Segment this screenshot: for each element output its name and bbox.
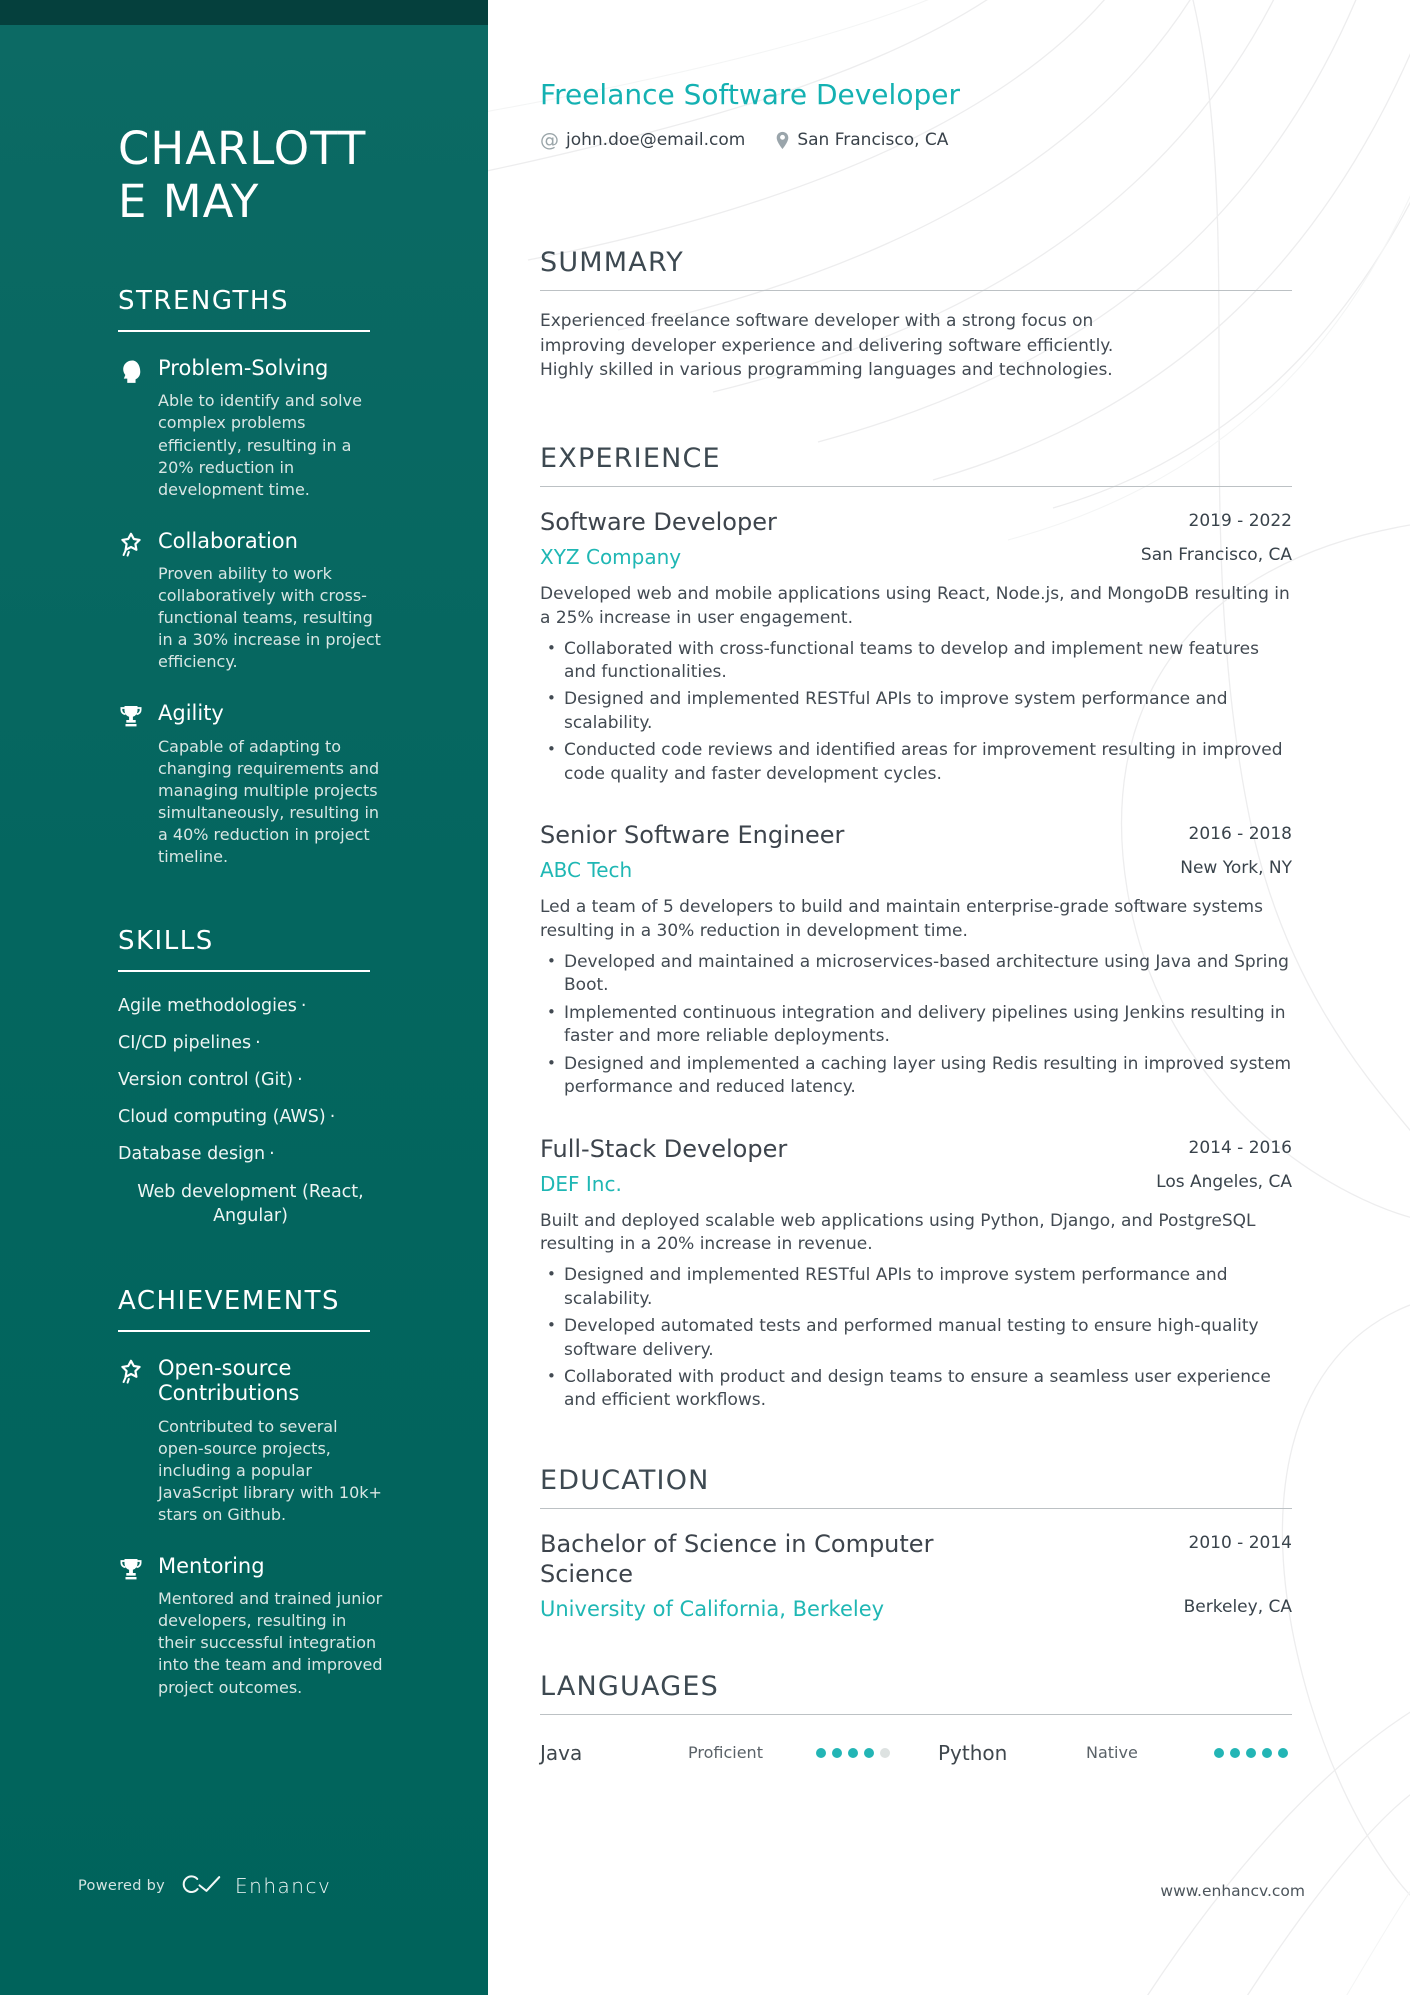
job-bullet: • Designed and implemented RESTful APIs to improve system performance and scalability.: [540, 688, 1292, 735]
skill-item: [118, 1107, 383, 1127]
education-heading: EDUCATION: [540, 1465, 1292, 1509]
skill-separator: ·: [269, 1144, 275, 1164]
languages-heading: LANGUAGES: [540, 1671, 1292, 1715]
job-bullet: • Collaborated with cross-functional teams to develop and implement new features and functionalities.: [540, 638, 1292, 685]
school-name: University of California, Berkeley: [540, 1596, 885, 1621]
job-company: XYZ Company: [540, 544, 682, 569]
strength-title: Collaboration: [158, 528, 298, 553]
language-item: [540, 1741, 894, 1765]
job-location: San Francisco, CA: [1140, 544, 1292, 565]
languages-grid: [540, 1741, 1292, 1765]
experience-section: [540, 443, 1292, 1413]
strengths-heading: STRENGTHS: [118, 286, 370, 332]
degree-title: Bachelor of Science in Computer Science: [540, 1529, 934, 1588]
job-title-row: [540, 1134, 1292, 1172]
proficiency-dot: [848, 1748, 858, 1758]
language-level: Native: [1086, 1743, 1138, 1763]
experience-heading: EXPERIENCE: [540, 443, 1292, 487]
head-icon: [118, 356, 146, 501]
job-title: Software Developer: [540, 507, 777, 536]
strength-desc: Capable of adapting to changing requirements and managing multiple projects simultaneously, resulting in a 40% reduction in project timeline.: [158, 736, 380, 866]
skill-separator: ·: [329, 1107, 336, 1127]
summary-text: Experienced freelance software developer with a strong focus on improving developer experience and delivering software efficiently. Highly skilled in various programming languages and technologies.: [540, 311, 1114, 381]
job-bullets: [540, 1264, 1292, 1413]
strength-title: Agility: [158, 701, 224, 726]
languages-section: [540, 1671, 1292, 1765]
job-bullet: • Conducted code reviews and identified areas for improvement resulting in improved code quality and faster development cycles.: [540, 739, 1292, 786]
resume-header: [540, 78, 1292, 151]
ribbon-star-icon: [118, 1356, 146, 1526]
powered-by-footer: [78, 1873, 331, 1899]
summary-section: [540, 247, 1292, 383]
job-title: Full-Stack Developer: [540, 1134, 788, 1163]
strength-text: [158, 356, 383, 501]
location-value: San Francisco, CA: [797, 130, 949, 150]
job-bullet: • Collaborated with product and design teams to ensure a seamless user experience and efficient workflows.: [540, 1366, 1292, 1413]
language-name: Python: [938, 1740, 1008, 1765]
job-company: DEF Inc.: [540, 1171, 622, 1196]
proficiency-dot: [880, 1748, 890, 1758]
education-location: Berkeley, CA: [1183, 1596, 1292, 1617]
job-dates: 2019 - 2022: [1188, 510, 1292, 531]
achievement-title: Open-source Contributions: [158, 1356, 300, 1406]
website-link[interactable]: www.enhancv.com: [1160, 1882, 1305, 1900]
candidate-name-line1: CHARLOTT: [118, 122, 367, 175]
job-company-row: [540, 1172, 1292, 1210]
achievement-desc: Contributed to several open-source projects, including a popular JavaScript library with 10k+ stars on Github.: [158, 1416, 382, 1524]
candidate-name: [118, 122, 370, 228]
powered-by-label: Powered by: [78, 1878, 166, 1894]
job-bullet: • Designed and implemented a caching layer using Redis resulting in improved system performance and reduced latency.: [540, 1053, 1292, 1100]
job-location: New York, NY: [1180, 858, 1292, 879]
strength-desc: Proven ability to work collaboratively with cross-functional teams, resulting in a 30% increase in project efficiency.: [158, 563, 381, 672]
strength-text: [158, 701, 383, 868]
skills-heading: SKILLS: [118, 926, 370, 972]
job-bullets: [540, 638, 1292, 787]
ribbon-star-icon: [118, 529, 146, 674]
proficiency-dot: [1230, 1748, 1240, 1758]
skill-item: [118, 996, 383, 1016]
degree-row: [540, 1529, 1292, 1597]
skill-label: Web development (React, Angular): [137, 1182, 364, 1226]
achievements-section: [118, 1286, 383, 1698]
job-title: Senior Software Engineer: [540, 821, 845, 850]
education-section: [540, 1465, 1292, 1621]
candidate-name-line2: E MAY: [118, 175, 260, 229]
language-level: Proficient: [688, 1743, 763, 1763]
job-title-row: [540, 820, 1292, 858]
sidebar-top-strip: [0, 0, 488, 25]
location-pin-icon: [775, 131, 790, 150]
job-title-row: [540, 507, 1292, 545]
job-intro: Built and deployed scalable web applications using Python, Django, and PostgreSQL resulting in a 20% increase in revenue.: [540, 1210, 1256, 1255]
proficiency-dot: [1214, 1748, 1224, 1758]
job-company-row: [540, 858, 1292, 896]
strength-item: [118, 701, 383, 868]
job-company: ABC Tech: [540, 858, 633, 883]
main-content: [488, 0, 1410, 1995]
job-dates: 2016 - 2018: [1188, 824, 1292, 845]
job-intro: Developed web and mobile applications using React, Node.js, and MongoDB resulting in a 25% increase in user engagement.: [540, 583, 1290, 628]
strength-desc: Able to identify and solve complex problems efficiently, resulting in a 20% reduction in development time.: [158, 391, 362, 499]
job-bullets: [540, 951, 1292, 1100]
proficiency-dot: [816, 1748, 826, 1758]
email-value[interactable]: john.doe@email.com: [566, 130, 746, 150]
skill-separator: ·: [300, 996, 307, 1016]
education-dates: 2010 - 2014: [1188, 1532, 1292, 1553]
trophy-icon: [118, 1554, 146, 1699]
skill-item: [118, 1033, 383, 1053]
strength-item: [118, 529, 383, 674]
achievement-desc: Mentored and trained junior developers, resulting in their successful integration into the team and improved project outcomes.: [158, 1589, 383, 1697]
strengths-section: [118, 286, 381, 868]
skill-label: CI/CD pipelines: [118, 1033, 252, 1053]
job-bullet: • Developed and maintained a microservices-based architecture using Java and Spring Boot.: [540, 951, 1292, 998]
achievement-text: [158, 1356, 383, 1526]
proficiency-dots: [1214, 1748, 1288, 1758]
skill-item: [118, 1070, 383, 1090]
job-intro: Led a team of 5 developers to build and maintain enterprise-grade software systems resulting in a 30% reduction in development time.: [540, 897, 1263, 942]
proficiency-dot: [1278, 1748, 1288, 1758]
strength-title: Problem-Solving: [158, 356, 329, 381]
proficiency-dots: [816, 1748, 890, 1758]
skill-label: Version control (Git): [118, 1070, 294, 1090]
skill-separator: ·: [255, 1033, 261, 1053]
education-entry: [540, 1529, 1292, 1621]
skill-separator: ·: [297, 1070, 303, 1090]
skill-item: [118, 1181, 383, 1228]
proficiency-dot: [864, 1748, 874, 1758]
achievement-item: [118, 1356, 383, 1526]
job-bullet: • Designed and implemented RESTful APIs to improve system performance and scalability.: [540, 1264, 1292, 1311]
achievements-heading: ACHIEVEMENTS: [118, 1286, 370, 1332]
job-company-row: [540, 545, 1292, 583]
location-contact: [775, 130, 948, 150]
school-row: [540, 1597, 1292, 1621]
experience-entry: [540, 1134, 1292, 1413]
headline-job-title: Freelance Software Developer: [540, 78, 960, 111]
proficiency-dot: [1262, 1748, 1272, 1758]
job-location: Los Angeles, CA: [1156, 1171, 1292, 1192]
achievement-title: Mentoring: [158, 1554, 265, 1579]
trophy-icon: [118, 701, 146, 868]
strength-item: [118, 356, 383, 501]
language-item: [938, 1741, 1292, 1765]
skill-label: Database design: [118, 1144, 266, 1164]
skill-item: [118, 1144, 383, 1164]
email-contact[interactable]: [540, 129, 745, 151]
job-bullet: • Implemented continuous integration and delivery pipelines using Jenkins resulting in faster and more reliable deployments.: [540, 1002, 1292, 1049]
proficiency-dot: [832, 1748, 842, 1758]
contact-row: [540, 129, 1292, 151]
enhancv-brand-label[interactable]: Enhancv: [235, 1874, 332, 1898]
enhancv-logo-icon[interactable]: [177, 1873, 223, 1899]
job-bullet: • Developed automated tests and performed manual testing to ensure high-quality software delivery.: [540, 1315, 1292, 1362]
experience-entry: [540, 507, 1292, 786]
language-name: Java: [540, 1740, 583, 1765]
sidebar: [0, 0, 488, 1995]
skills-section: [118, 926, 370, 1228]
proficiency-dot: [1246, 1748, 1256, 1758]
achievement-item: [118, 1554, 383, 1699]
achievement-text: [158, 1554, 383, 1699]
skill-label: Agile methodologies: [118, 996, 297, 1016]
job-dates: 2014 - 2016: [1188, 1137, 1292, 1158]
experience-entry: [540, 820, 1292, 1099]
summary-heading: SUMMARY: [540, 247, 1292, 291]
strength-text: [158, 529, 383, 674]
skill-label: Cloud computing (AWS): [118, 1107, 326, 1127]
at-icon: @: [540, 129, 559, 151]
